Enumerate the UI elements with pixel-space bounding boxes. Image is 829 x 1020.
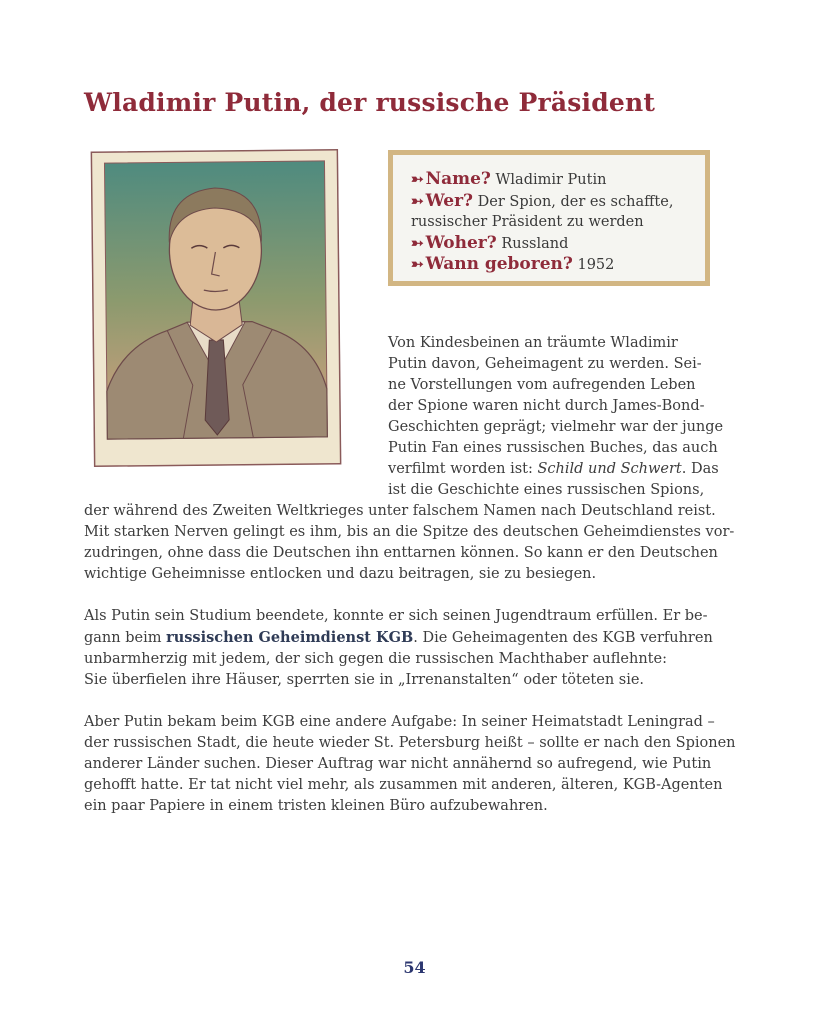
- text-line: unbarmherzig mit jedem, der sich gegen die russischen Machthaber auflehnte:: [84, 651, 667, 667]
- arrow-icon: ➳: [411, 255, 422, 273]
- text-line: zudringen, ohne dass die Deutschen ihn enttarnen können. So kann er den Deutschen: [84, 545, 718, 561]
- fact-question: Woher?: [425, 232, 497, 253]
- fact-row-name: [411, 169, 705, 191]
- text-line: ist die Geschichte eines russischen Spions,: [388, 482, 705, 498]
- fact-answer: russischer Präsident zu werden: [411, 214, 644, 230]
- arrow-icon: ➳: [411, 170, 422, 188]
- arrow-icon: ➳: [411, 233, 422, 252]
- text-line: der Spione waren nicht durch James-Bond-: [388, 398, 705, 414]
- fact-question: Wann geboren?: [425, 254, 573, 274]
- fact-row-who: [411, 191, 705, 213]
- text-line: Putin davon, Geheimagent zu werden. Sei-: [388, 356, 702, 372]
- intro-paragraph: [388, 333, 723, 501]
- fact-box: [388, 150, 710, 286]
- fact-row-who-cont: [411, 212, 705, 233]
- text-line: anderer Länder suchen. Dieser Auftrag war nicht annähernd so aufregend, wie Putin: [84, 756, 712, 772]
- fact-row-born: [411, 254, 705, 276]
- book-title: Schild und Schwert: [537, 461, 682, 477]
- paragraph-kgb: [84, 606, 713, 691]
- fact-row-from: [411, 233, 705, 255]
- text-line: Putin Fan eines russischen Buches, das auch: [388, 440, 718, 456]
- page-title: Wladimir Putin, der russische Präsident: [84, 88, 656, 117]
- fact-question: Name?: [425, 169, 491, 189]
- text-line: der russischen Stadt, die heute wieder St. Petersburg heißt – sollte er nach den Spionen: [84, 735, 736, 751]
- fact-answer: Wladimir Putin: [495, 172, 607, 188]
- text-line: ne Vorstellungen vom aufregenden Leben: [388, 377, 696, 393]
- text-line: wichtige Geheimnisse entlocken und dazu beitragen, sie zu besiegen.: [84, 566, 597, 582]
- text-line: Von Kindesbeinen an träumte Wladimir: [388, 335, 678, 351]
- fact-answer: Der Spion, der es schaffte,: [477, 193, 674, 210]
- text-line: Sie überfielen ihre Häuser, sperrten sie in „Irrenanstalten“ oder töteten sie.: [84, 672, 645, 688]
- text-line: Geschichten geprägt; vielmehr war der junge: [388, 419, 724, 435]
- text-line: [84, 627, 713, 649]
- text-line: gehofft hatte. Er tat nicht viel mehr, als zusammen mit anderen, älteren, KGB-Agenten: [84, 777, 723, 793]
- fact-answer: Russland: [501, 235, 569, 252]
- text-fragment: gann beim: [84, 630, 167, 646]
- intro-paragraph-continued: [84, 501, 734, 585]
- text-fragment: verfilmt worden ist:: [388, 461, 538, 477]
- portrait-illustration: [90, 149, 341, 468]
- page-number: 54: [403, 958, 426, 977]
- text-line: Aber Putin bekam beim KGB eine andere Aufgabe: In seiner Heimatstadt Leningrad –: [84, 714, 715, 730]
- text-fragment: . Das: [681, 461, 719, 477]
- text-line: Als Putin sein Studium beendete, konnte er sich seinen Jugendtraum erfüllen. Er be-: [84, 608, 708, 624]
- text-line: der während des Zweiten Weltkrieges unter falschem Namen nach Deutschland reist.: [84, 503, 716, 519]
- text-line: ein paar Papiere in einem tristen kleinen Büro aufzubewahren.: [84, 798, 548, 814]
- text-line: Mit starken Nerven gelingt es ihm, bis an die Spitze des deutschen Geheimdienstes vor-: [84, 524, 735, 540]
- fact-answer: 1952: [577, 257, 615, 273]
- text-fragment: . Die Geheimagenten des KGB verfuhren: [413, 630, 713, 646]
- highlight-term: russischen Geheimdienst KGB: [166, 629, 414, 646]
- arrow-icon: ➳: [411, 191, 422, 210]
- portrait-drawing: [90, 149, 341, 468]
- fact-question: Wer?: [425, 190, 474, 211]
- paragraph-leningrad: [84, 712, 736, 817]
- text-line: [388, 459, 723, 480]
